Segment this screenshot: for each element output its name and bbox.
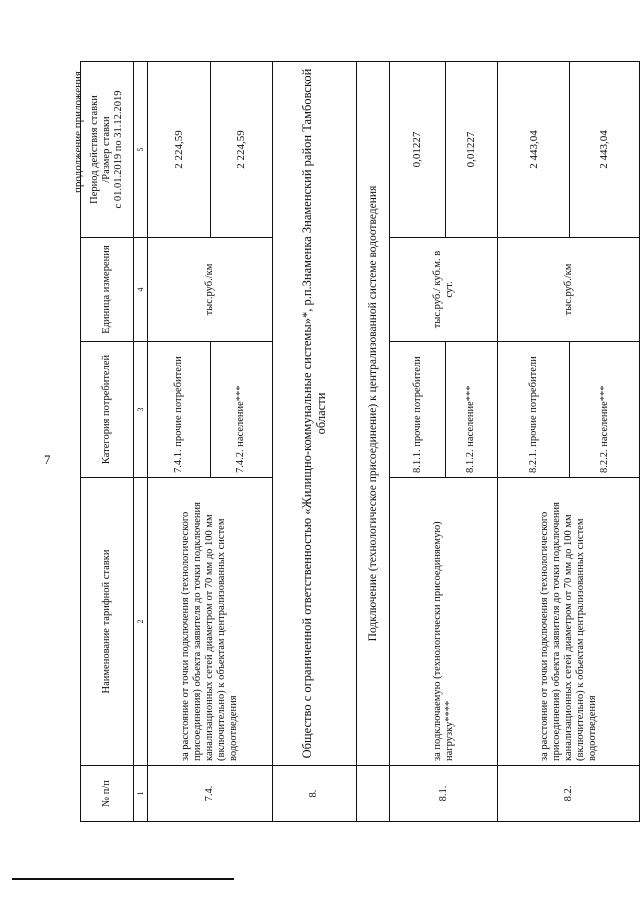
row-7-4-name: за расстояние от точки подключения (технологического присоединения) объекта заявителя до точки подключения канализационных сетей диаметром от 70 мм до 100 мм (включительно) к объектам централизованных систем водоотведения [148, 478, 273, 766]
header-category: Категория потребителей [81, 342, 134, 478]
header-number: № п/п [81, 766, 134, 822]
index-1: 1 [133, 766, 147, 822]
header-tariff-name: Наименование тарифной ставки [81, 478, 134, 766]
index-5: 5 [133, 62, 147, 238]
row-8-2-number: 8.2. [498, 766, 640, 822]
row-7-4-unit: тыс.руб./км [148, 238, 273, 342]
row-8-number: 8. [272, 766, 356, 822]
continuation-note: продолжение приложения [72, 71, 84, 193]
index-3: 3 [133, 342, 147, 478]
header-row [81, 62, 134, 822]
row-8-1-1-value: 0,01227 [390, 62, 445, 238]
header-period-title: Период действия ставки [88, 95, 100, 204]
row-7-4 [148, 62, 210, 822]
header-period [81, 62, 134, 238]
row-8-1 [390, 62, 445, 822]
row-7-4-2-value: 2 224,59 [210, 62, 272, 238]
header-unit: Единица измерения [81, 238, 134, 342]
row-8-2-unit: тыс.руб./км [498, 238, 640, 342]
section-row [356, 62, 390, 822]
section-title: Подключение (технологическое присоединение) к централизованной системе водоотведения [356, 62, 390, 766]
index-2: 2 [133, 478, 147, 766]
row-8-1-name: за подключаемую (технологически присоединяемую) нагрузку**** [390, 478, 498, 766]
header-period-range: с 01.01.2019 по 31.12.2019 [112, 90, 124, 209]
index-row [133, 62, 147, 822]
row-8-1-2-value: 0,01227 [445, 62, 498, 238]
row-8-2-2-category: 8.2.2. население*** [570, 342, 640, 478]
row-8-2-1-category: 8.2.1. прочие потребители [498, 342, 570, 478]
row-8-2-1-value: 2 443,04 [498, 62, 570, 238]
row-8-2-name: за расстояние от точки подключения (технологического присоединения) объекта заявителя до точки подключения канализационных сетей диаметром от 70 мм до 100 мм (включительно) к объектам централизованных систем водоотведения [498, 478, 640, 766]
tariff-table [80, 61, 640, 822]
row-7-4-2-category: 7.4.2. население*** [210, 342, 272, 478]
page-number: 7 [44, 452, 51, 467]
index-4: 4 [133, 238, 147, 342]
row-8-organization: Общество с ограниченной ответственностью «Жилищно-коммунальные системы»*, р.п.Знаменка Знаменский район Тамбовской области [272, 62, 356, 766]
header-period-sub: /Размер ставки [100, 116, 112, 183]
row-8-1-1-category: 8.1.1. прочие потребители [390, 342, 445, 478]
row-7-4-1-value: 2 224,59 [148, 62, 210, 238]
tariff-table-rotated [80, 62, 640, 822]
row-7-4-1-category: 7.4.1. прочие потребители [148, 342, 210, 478]
row-7-4-number: 7.4. [148, 766, 273, 822]
row-8-2-2-value: 2 443,04 [570, 62, 640, 238]
row-8 [272, 62, 356, 822]
row-8-1-2-category: 8.1.2. население*** [445, 342, 498, 478]
signature-line [12, 878, 234, 880]
row-8-1-number: 8.1. [390, 766, 498, 822]
section-number-empty [356, 766, 390, 822]
row-8-2 [498, 62, 570, 822]
row-8-1-unit: тыс.руб./ куб.м. в сут. [390, 238, 498, 342]
